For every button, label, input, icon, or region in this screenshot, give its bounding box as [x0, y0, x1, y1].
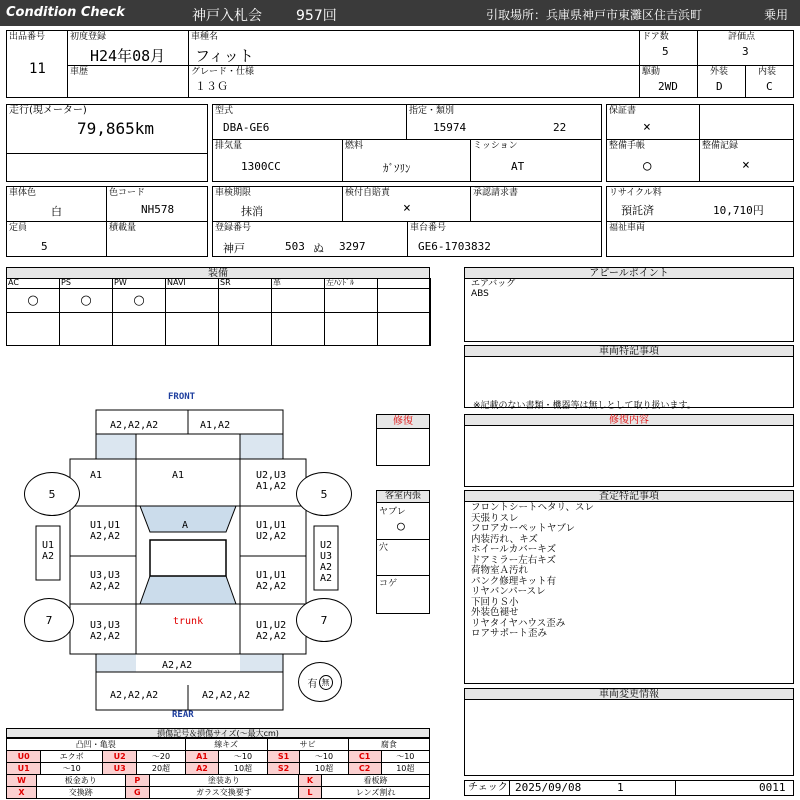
- legend-cell: 〜10: [41, 763, 103, 775]
- vehicle-category: 乗用: [764, 8, 789, 22]
- legend-cell: 看板跡: [322, 775, 430, 787]
- legend-cell: 〜10: [219, 751, 267, 763]
- legend-cell: U1: [7, 763, 41, 775]
- color-code-cell: 色コード NH578: [106, 186, 208, 222]
- model-name: フィット: [195, 47, 254, 65]
- welfare-cell: 福祉車両: [606, 221, 794, 257]
- legend-cell: A2: [185, 763, 219, 775]
- appeal-line: エアバッグ: [471, 279, 516, 289]
- legend-cell: 10超: [300, 763, 348, 775]
- assessment-note: リヤタイヤハウス歪み: [471, 617, 566, 629]
- assessment-note: 天張りスレ: [471, 512, 519, 524]
- legend-cell: 塗装あり: [149, 775, 298, 787]
- exterior-cell: 外装 D: [697, 65, 746, 98]
- type-cell: 型式 DBA-GE6: [212, 104, 407, 140]
- appeal-line: ABS: [471, 289, 489, 299]
- legend-cell: S1: [267, 751, 300, 763]
- auction-count: 957回: [296, 8, 337, 24]
- legend-cell: 板金あり: [36, 775, 125, 787]
- legend-cell: P: [125, 775, 149, 787]
- record-cell: 整備記録 ×: [699, 139, 794, 182]
- brand-title: Condition Check: [6, 5, 125, 20]
- legend-cell: エクボ: [41, 751, 103, 763]
- legend-cell: S2: [267, 763, 300, 775]
- recycle-cell: リサイクル料 預託済 10,710円: [606, 186, 794, 222]
- trunk-label: trunk: [173, 616, 204, 627]
- header-bar: [0, 0, 800, 26]
- legend-cell: 〜10: [300, 751, 348, 763]
- assessment-note: リヤバンパースレ: [471, 586, 546, 597]
- insurance-cell: 検付自賠責 ×: [342, 186, 471, 222]
- repair-panel: 修復内容: [464, 414, 794, 487]
- legend-cell: A1: [185, 751, 219, 763]
- legend-cell: 10超: [381, 763, 429, 775]
- equipment-col: PW ○: [113, 278, 166, 346]
- score: 3: [742, 45, 749, 58]
- model-name-cell: 車種名 フィット: [188, 30, 640, 66]
- equipment-col: 左ﾊﾝﾄﾞﾙ: [325, 278, 378, 346]
- legend-cell: 〜20: [137, 751, 185, 763]
- fuel-cell: 燃料 ｶﾞｿﾘﾝ: [342, 139, 471, 182]
- approval-cell: 承認請求書: [470, 186, 602, 222]
- cabin-box: 客室内張 ヤブレ ○ 穴 コゲ: [376, 490, 430, 614]
- assessment-note: ロアサポート歪み: [471, 628, 548, 639]
- mission-cell: ミッション AT: [470, 139, 602, 182]
- history-cell: 車歴: [67, 65, 189, 98]
- repair-box: 修復: [376, 414, 430, 466]
- chassis-cell: 車台番号 GE6-1703832: [407, 221, 602, 257]
- damage-diagram: FRONT REAR A2,A2,A2 A1,A2 A1 A1 U2,U3 A1,A2 A U1,U1 A2,A2 U1,U1 U2,A2 U3,U3 A2,A2 U1,U1 A2,A2 U3,U3 A2,A2 U1,U2 A2,A2 trunk A2,A2 A2,A2,A2 A2,A2,A2 U1 A2 U2 U3 A2 A2 5 5 7 7 有 無 修復 客室内張 ヤブレ ○ 穴 コゲ: [0, 390, 460, 720]
- legend-cell: W: [7, 775, 37, 787]
- manual-cell: 整備手帳 ○: [606, 139, 700, 182]
- registration-cell: 登録番号 神戸 503 ぬ 3297: [212, 221, 408, 257]
- interior-cell: 内装 C: [745, 65, 794, 98]
- legend-cell: X: [7, 787, 37, 799]
- equipment-col: AC ○: [7, 278, 60, 346]
- pickup-location: 引取場所：兵庫県神戸市東灘区住吉浜町: [486, 8, 703, 22]
- front-label: FRONT: [168, 392, 196, 402]
- equipment-col: 革: [272, 278, 325, 346]
- assessment-note: 外装色褪せ: [471, 607, 519, 618]
- equipment-col: NAVI: [166, 278, 219, 346]
- warranty-cell: 保証書 ×: [606, 104, 700, 140]
- legend-cell: U2: [102, 751, 136, 763]
- legend-cell: U0: [7, 751, 41, 763]
- tire-front-left: 5: [24, 472, 80, 516]
- first-reg-cell: 初度登録 H24年08月: [67, 30, 189, 66]
- inspection-cell: 車検期限 抹消: [212, 186, 343, 222]
- drive-cell: 駆動 2WD: [639, 65, 698, 98]
- lot-number: 11: [29, 61, 46, 77]
- legend-cell: 10超: [219, 763, 267, 775]
- grade: １３Ｇ: [195, 80, 228, 93]
- assessment-note: 内装汚れ、キズ: [471, 533, 538, 545]
- legend-cell: ガラス交換要す: [149, 787, 298, 799]
- equipment-col: SR: [219, 278, 272, 346]
- tire-rear-left: 7: [24, 598, 74, 642]
- grade-cell: グレード・仕様 １３Ｇ: [188, 65, 640, 98]
- color-cell: 車体色 白: [6, 186, 107, 222]
- damage-legend: 損傷記号＆損傷サイズ(〜最大cm) 凸凹・亀裂 線キズ サビ 腐食 U0 エクボ U2 〜20 A1 〜10 S1 〜10 C1 〜10 U1 〜10 U3 20超 A2 10超 S2 10超 C2 10超 W 板金あり P 塗装あり K 看板跡 X 交換跡 G ガラス交換要す L レンズ割れ: [6, 728, 430, 738]
- legend-cell: C2: [348, 763, 381, 775]
- appeal-panel: アピールポイント エアバッグ ABS: [464, 267, 794, 342]
- designation-cell: 指定・類別 15974 22: [406, 104, 602, 140]
- rear-label: REAR: [172, 710, 194, 720]
- equipment-col: PS ○: [60, 278, 113, 346]
- capacity-cell: 定員 5: [6, 221, 107, 257]
- assessment-note: フロアカーペットヤブレ: [471, 523, 576, 534]
- changes-panel: 車両変更情報: [464, 688, 794, 776]
- assessment-note: 下回りＳ小: [471, 596, 519, 608]
- check-row: チェック 2025/09/08 1 0011: [464, 780, 794, 796]
- legend-cell: G: [125, 787, 149, 799]
- score-cell: 評価点 3: [697, 30, 794, 66]
- equipment-col: [378, 278, 431, 346]
- assessment-note: パンク修理キット有: [471, 575, 557, 587]
- assessment-panel: 査定特記事項 フロントシートヘタリ、スレ 天張りスレ フロアカーペットヤブレ 内装汚れ、キズ ホイールカバーキズ ドアミラー左右キズ 荷物室Ａ汚れ パンク修理キット有 リヤバンパースレ 下回りＳ小 外装色褪せ リヤタイヤハウス歪み ロアサポート歪み: [464, 490, 794, 684]
- spare-tire: 有 無: [298, 662, 342, 702]
- legend-cell: 交換跡: [36, 787, 125, 799]
- assessment-note: ホイールカバーキズ: [471, 544, 557, 555]
- mileage: 79,865km: [77, 119, 155, 138]
- load-cell: 積載量: [106, 221, 208, 257]
- legend-cell: K: [298, 775, 321, 787]
- tire-front-right: 5: [296, 472, 352, 516]
- assessment-note: フロントシートヘタリ、スレ: [471, 502, 595, 513]
- first-reg: H24年08月: [90, 47, 166, 65]
- displacement-cell: 排気量 1300CC: [212, 139, 343, 182]
- legend-cell: 20超: [137, 763, 185, 775]
- equipment-table: 装備 AC ○ PS ○ PW ○ NAVI SR 革 左ﾊﾝﾄﾞﾙ: [6, 267, 430, 346]
- special-notes-panel: 車両特記事項 ※記載のない書類・機器等は無しとして取り扱います。: [464, 345, 794, 408]
- legend-cell: C1: [348, 751, 381, 763]
- legend-cell: U3: [102, 763, 136, 775]
- doors-cell: ドア数 5: [639, 30, 698, 66]
- legend-cell: 〜10: [381, 751, 429, 763]
- lot-number-cell: 出品番号 11: [6, 30, 68, 98]
- assessment-note: ドアミラー左右キズ: [471, 554, 557, 566]
- assessment-note: 荷物室Ａ汚れ: [471, 565, 529, 576]
- tire-rear-right: 7: [296, 598, 352, 642]
- legend-cell: レンズ割れ: [322, 787, 430, 799]
- auction-name: 神戸入札会: [192, 8, 262, 24]
- legend-cell: L: [298, 787, 321, 799]
- mileage-cell: 走行(現メーター) 79,865km: [6, 104, 208, 154]
